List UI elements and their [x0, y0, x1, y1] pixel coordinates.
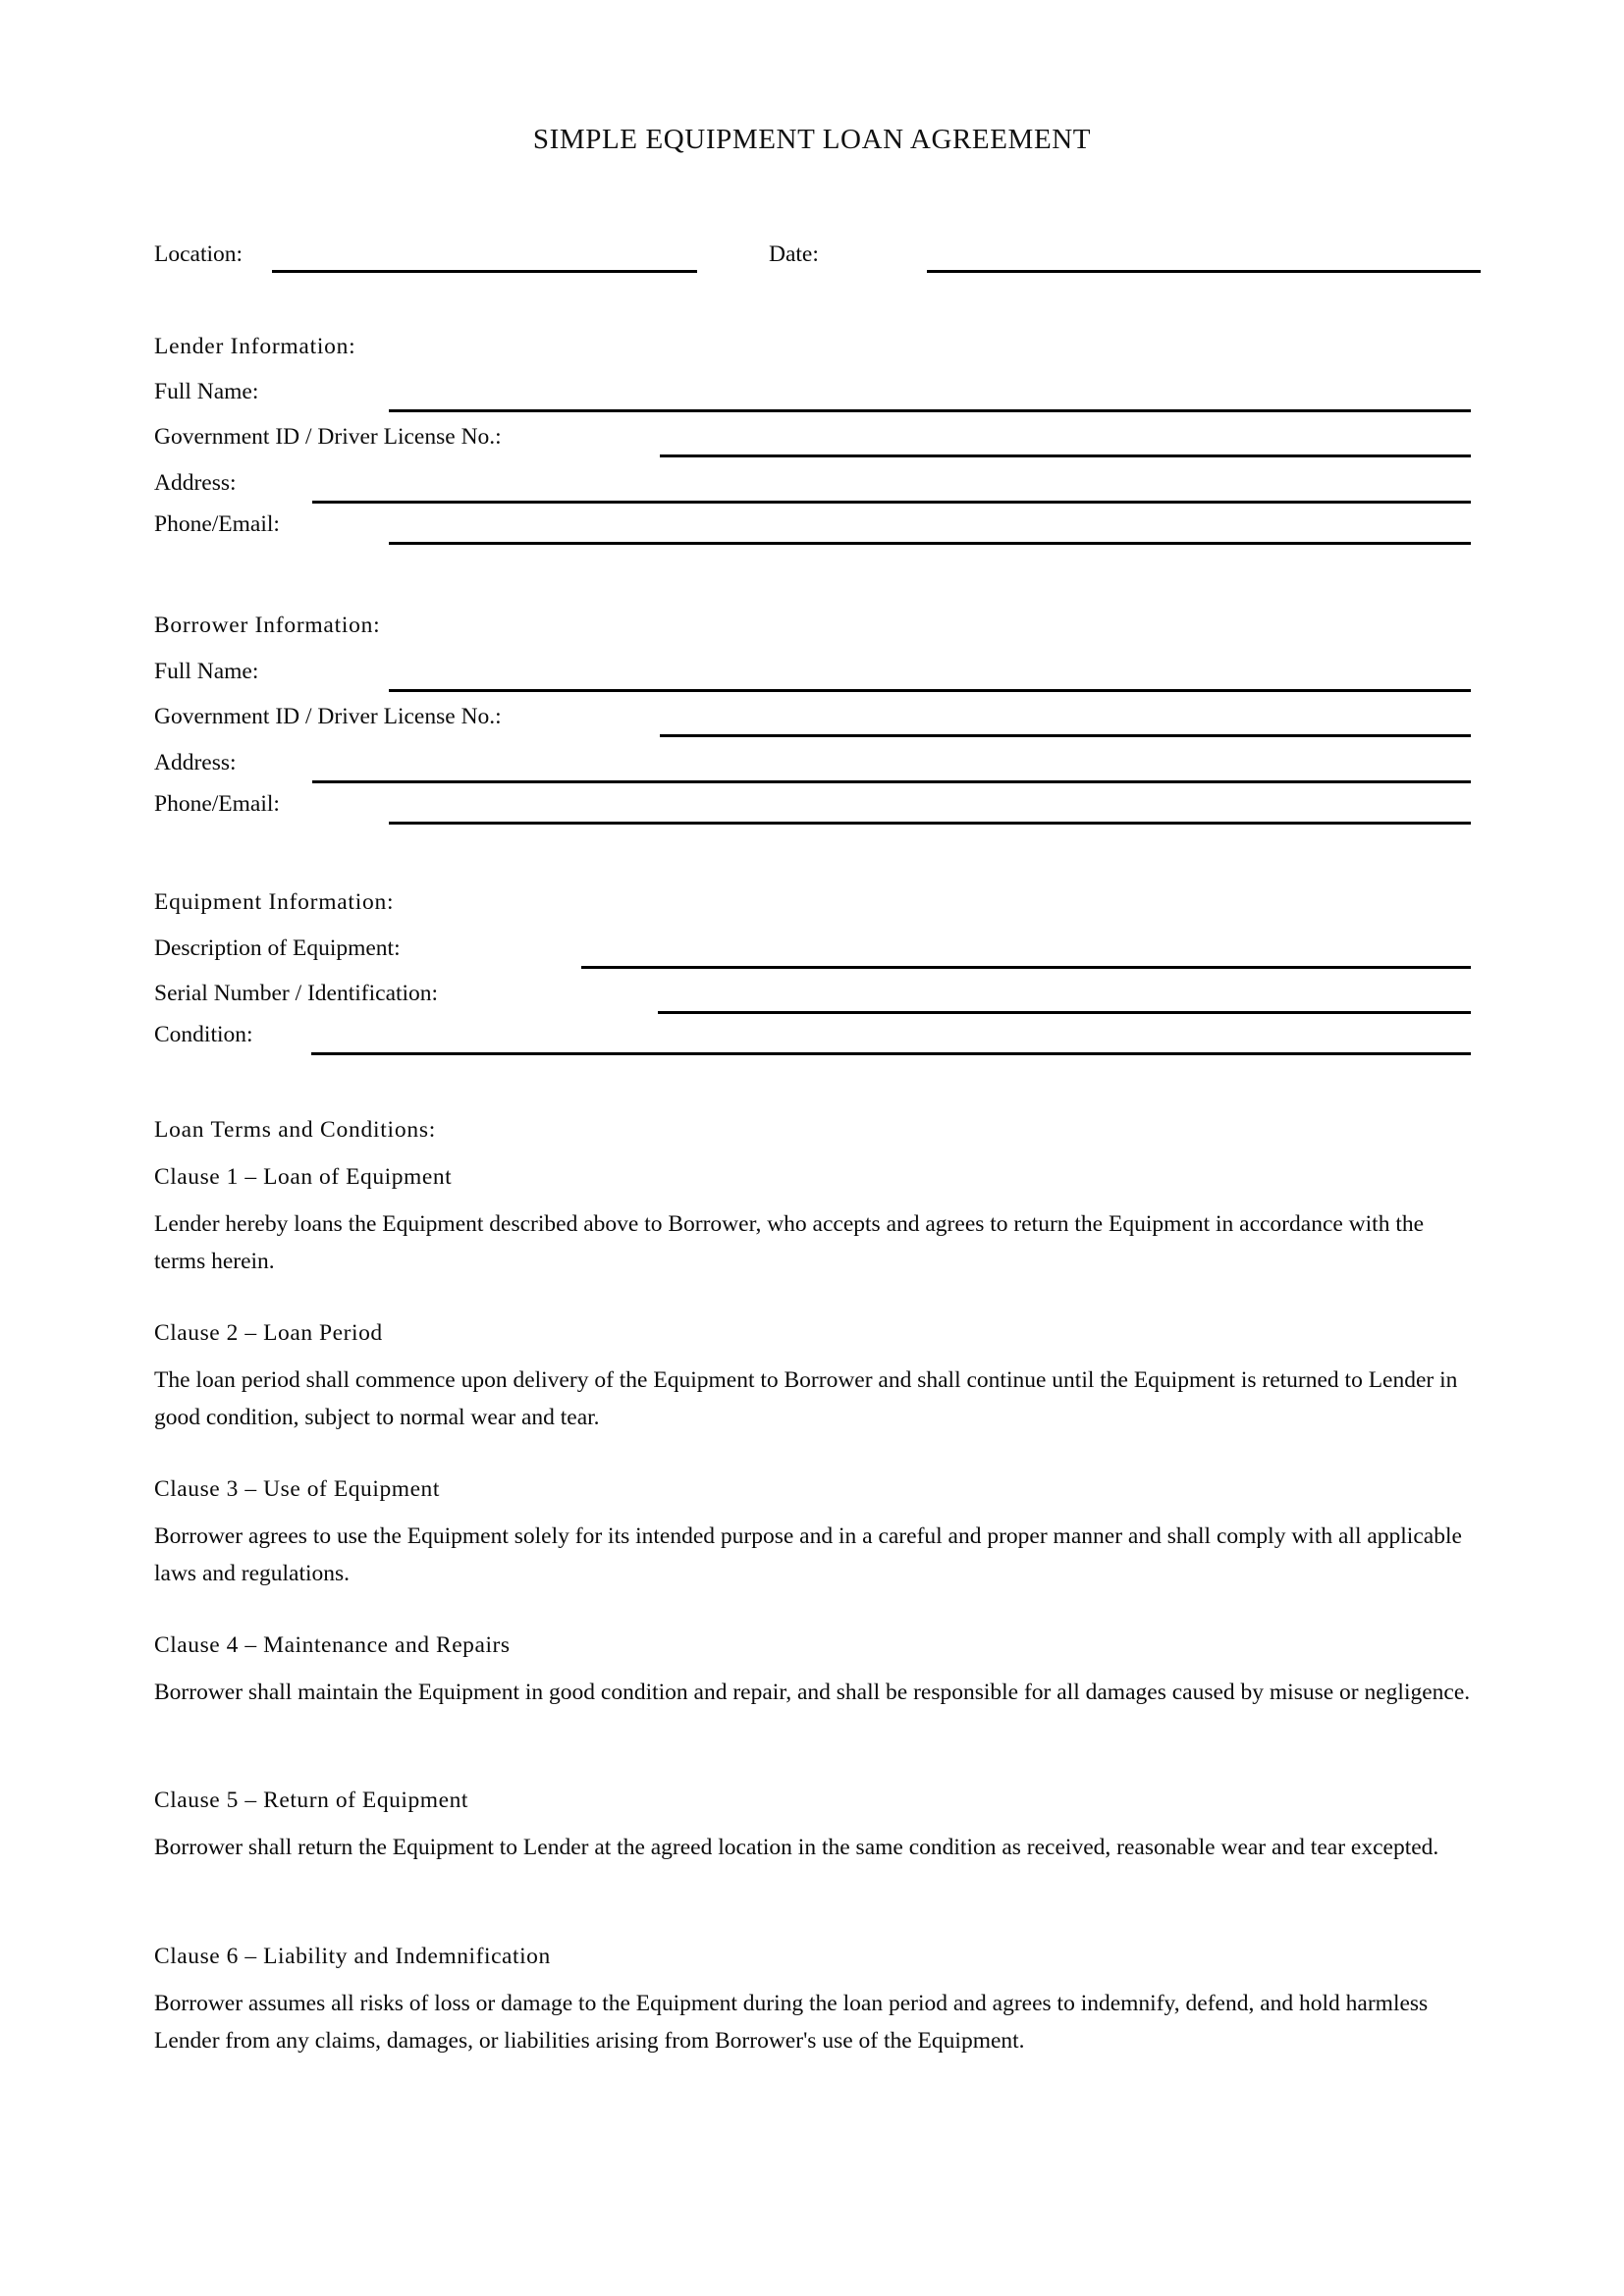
lender-section-heading: Lender Information: — [154, 334, 356, 359]
clause-3-heading: Clause 3 – Use of Equipment — [154, 1476, 440, 1502]
borrower-gov-id-label: Government ID / Driver License No.: — [154, 704, 502, 729]
clause-3-body: Borrower agrees to use the Equipment solely for its intended purpose and in a careful and proper manner and shall comply with all applicable laws and regulations. — [154, 1523, 1462, 1586]
equipment-serial-label: Serial Number / Identification: — [154, 981, 439, 1006]
equipment-description-input-line[interactable] — [581, 966, 1471, 969]
borrower-full-name-label: Full Name: — [154, 659, 259, 684]
date-input-line[interactable] — [927, 270, 1481, 273]
clause-4-body: Borrower shall maintain the Equipment in good condition and repair, and shall be responsible for all damages caused by misuse or negligence. — [154, 1680, 1471, 1705]
clause-4-heading: Clause 4 – Maintenance and Repairs — [154, 1632, 511, 1658]
borrower-phone-email-input-line[interactable] — [389, 822, 1471, 825]
location-input-line[interactable] — [272, 270, 697, 273]
borrower-address-input-line[interactable] — [312, 780, 1471, 783]
lender-phone-email-label: Phone/Email: — [154, 511, 280, 537]
borrower-full-name-input-line[interactable] — [389, 689, 1471, 692]
lender-gov-id-input-line[interactable] — [660, 454, 1471, 457]
equipment-condition-input-line[interactable] — [311, 1052, 1471, 1055]
clause-1-body: Lender hereby loans the Equipment described above to Borrower, who accepts and agrees to return the Equipment in accordance with the terms herein. — [154, 1211, 1425, 1274]
lender-address-label: Address: — [154, 470, 237, 496]
equipment-serial-input-line[interactable] — [658, 1011, 1471, 1014]
lender-gov-id-label: Government ID / Driver License No.: — [154, 424, 502, 450]
terms-section-heading: Loan Terms and Conditions: — [154, 1117, 436, 1143]
borrower-phone-email-label: Phone/Email: — [154, 791, 280, 817]
clause-2-heading: Clause 2 – Loan Period — [154, 1320, 383, 1346]
clause-5-body: Borrower shall return the Equipment to Lender at the agreed location in the same condition as received, reasonable wear and tear excepted. — [154, 1835, 1439, 1860]
lender-phone-email-input-line[interactable] — [389, 542, 1471, 545]
clause-2-body: The loan period shall commence upon delivery of the Equipment to Borrower and shall continue until the Equipment is returned to Lender in good condition, subject to normal wear and tear. — [154, 1367, 1458, 1430]
borrower-gov-id-input-line[interactable] — [660, 734, 1471, 737]
lender-full-name-input-line[interactable] — [389, 409, 1471, 412]
date-label: Date: — [769, 241, 819, 267]
lender-full-name-label: Full Name: — [154, 379, 259, 404]
equipment-description-label: Description of Equipment: — [154, 935, 401, 961]
equipment-condition-label: Condition: — [154, 1022, 253, 1047]
equipment-section-heading: Equipment Information: — [154, 889, 395, 915]
lender-address-input-line[interactable] — [312, 501, 1471, 504]
page-title: SIMPLE EQUIPMENT LOAN AGREEMENT — [532, 124, 1092, 155]
borrower-address-label: Address: — [154, 750, 237, 775]
clause-6-heading: Clause 6 – Liability and Indemnification — [154, 1944, 551, 1969]
clause-1-heading: Clause 1 – Loan of Equipment — [154, 1164, 453, 1190]
borrower-section-heading: Borrower Information: — [154, 613, 381, 638]
clause-6-body: Borrower assumes all risks of loss or damage to the Equipment during the loan period and agrees to indemnify, defend, and hold harmless Lender from any claims, damages, or liabilities arising from Borrower's use of the Equipment. — [154, 1991, 1429, 2054]
location-label: Location: — [154, 241, 244, 267]
clause-5-heading: Clause 5 – Return of Equipment — [154, 1788, 468, 1813]
